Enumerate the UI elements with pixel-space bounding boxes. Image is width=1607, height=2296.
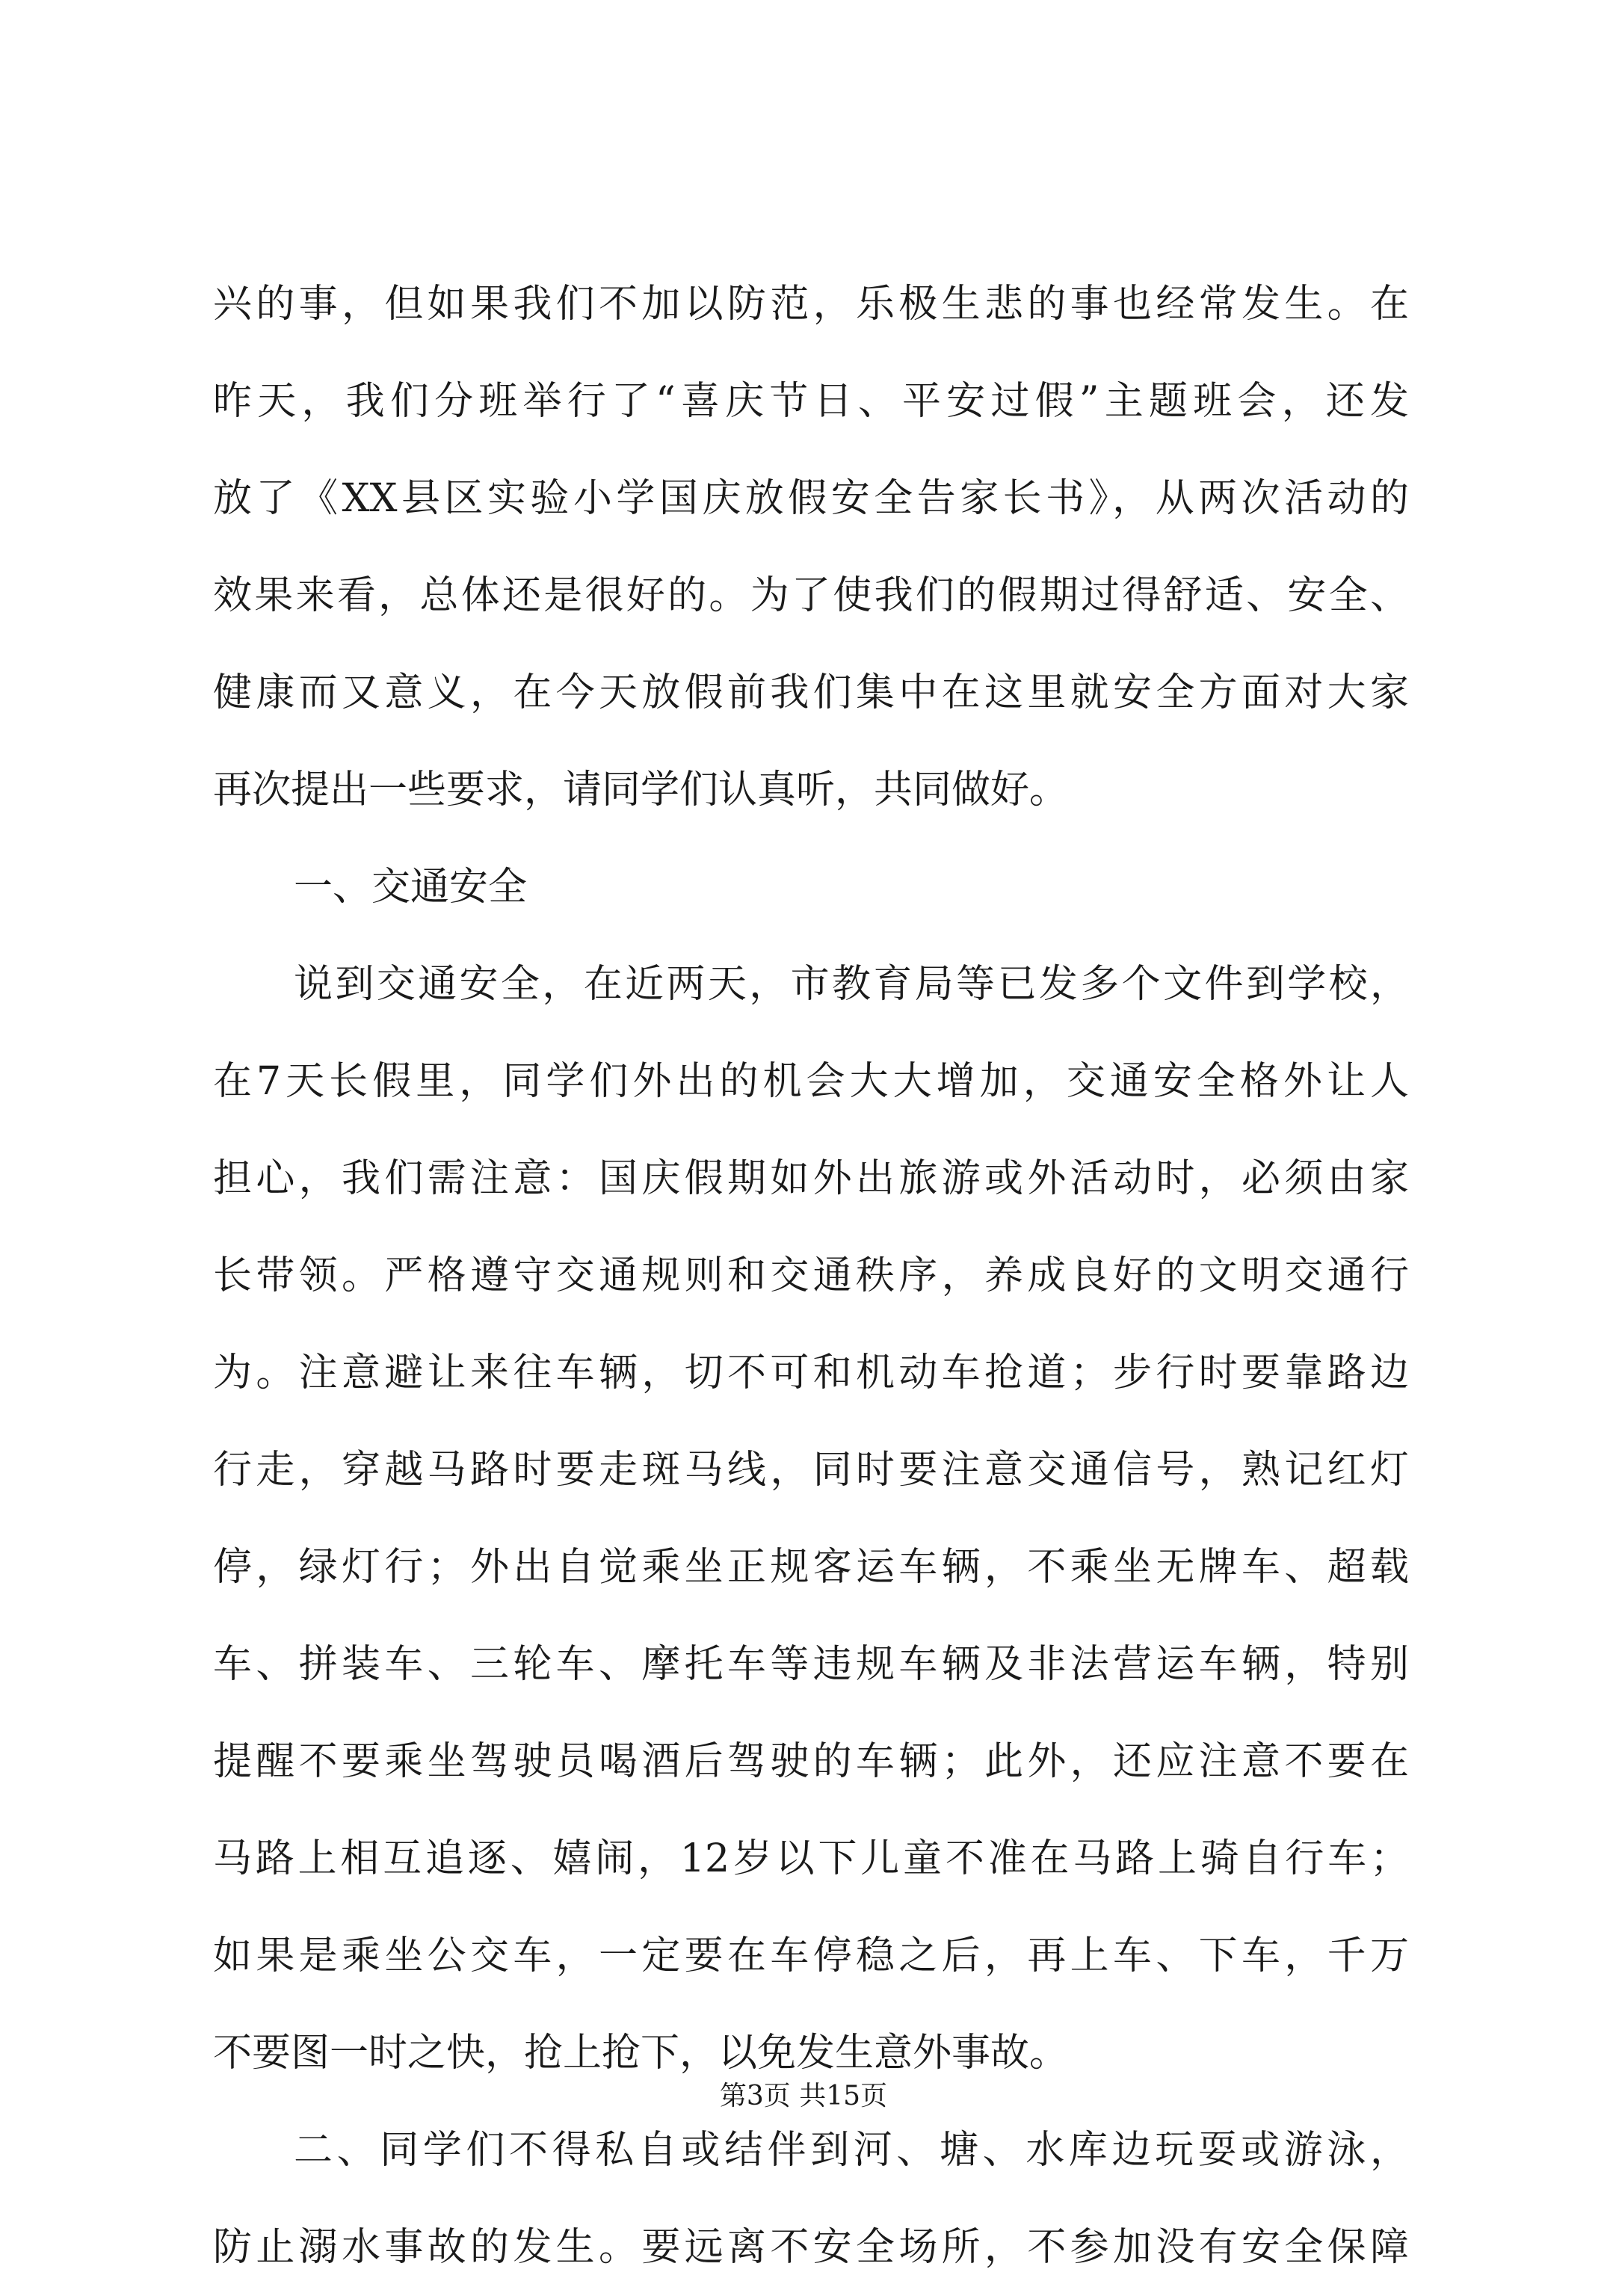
text-line: 担心，我们需注意：国庆假期如外出旅游或外活动时，必须由家 bbox=[213, 1156, 1409, 1201]
text-line: 说到交通安全，在近两天，市教育局等已发多个文件到学校， bbox=[294, 962, 1409, 1007]
text-line: 马路上相互追逐、嬉闹，12岁以下儿童不准在马路上骑自行车； bbox=[213, 1836, 1409, 1881]
text-line: 车、拼装车、三轮车、摩托车等违规车辆及非法营运车辆，特别 bbox=[213, 1642, 1409, 1687]
text-line: 昨天，我们分班举行了“喜庆节日、平安过假”主题班会，还发 bbox=[213, 379, 1409, 424]
text-line: 提醒不要乘坐驾驶员喝酒后驾驶的车辆；此外，还应注意不要在 bbox=[213, 1739, 1409, 1784]
text-line: 防止溺水事故的发生。要远离不安全场所，不参加没有安全保障 bbox=[213, 2225, 1409, 2270]
text-line: 停，绿灯行；外出自觉乘坐正规客运车辆，不乘坐无牌车、超载 bbox=[213, 1545, 1409, 1590]
text-line: 健康而又意义，在今天放假前我们集中在这里就安全方面对大家 bbox=[213, 670, 1409, 715]
text-line: 兴的事，但如果我们不加以防范，乐极生悲的事也经常发生。在 bbox=[213, 282, 1409, 327]
text-line: 如果是乘坐公交车，一定要在车停稳之后，再上车、下车，千万 bbox=[213, 1934, 1409, 1978]
page-footer: 第3页 共15页 bbox=[719, 2081, 888, 2111]
text-line: 长带领。严格遵守交通规则和交通秩序，养成良好的文明交通行 bbox=[213, 1253, 1409, 1298]
text-line: 再次提出一些要求，请同学们认真听，共同做好。 bbox=[213, 768, 1069, 812]
text-line: 效果来看，总体还是很好的。为了使我们的假期过得舒适、安全、 bbox=[213, 573, 1409, 618]
text-line: 在7天长假里，同学们外出的机会大大增加，交通安全格外让人 bbox=[213, 1059, 1409, 1104]
text-line: 为。注意避让来往车辆，切不可和机动车抢道；步行时要靠路边 bbox=[213, 1351, 1409, 1395]
text-line: 放了《XX县区实验小学国庆放假安全告家长书》，从两次活动的 bbox=[213, 476, 1409, 521]
text-line: 行走，穿越马路时要走斑马线，同时要注意交通信号，熟记红灯 bbox=[213, 1448, 1409, 1493]
text-line: 不要图一时之快，抢上抢下，以免发生意外事故。 bbox=[213, 2031, 1069, 2076]
body-text bbox=[213, 256, 1409, 2296]
text-line: 二、同学们不得私自或结伴到河、塘、水库边玩耍或游泳， bbox=[294, 2128, 1409, 2173]
text-line: 一、交通安全 bbox=[294, 865, 528, 910]
